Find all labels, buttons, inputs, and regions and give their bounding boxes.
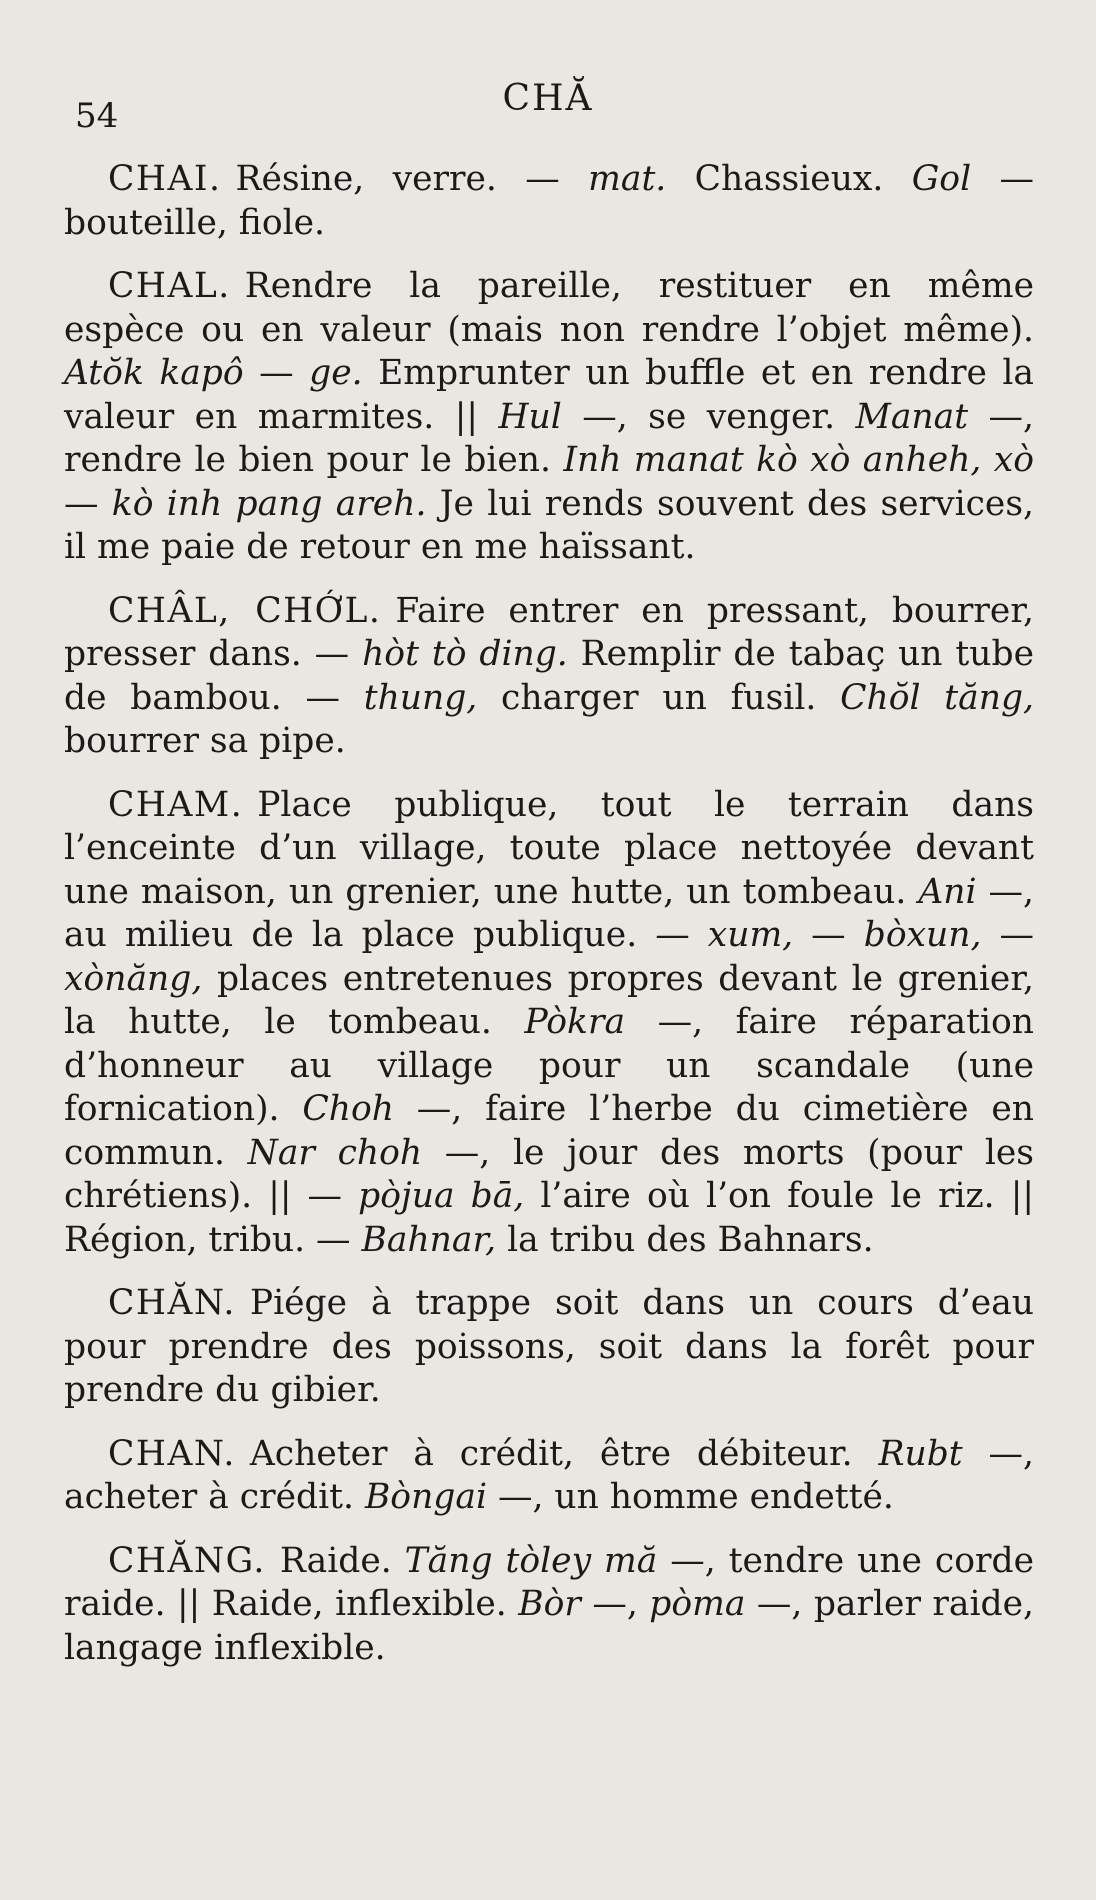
entry-text: —	[64, 483, 112, 524]
entry-headword: CHAI.	[108, 159, 222, 199]
entry-italic-term: Atŏk kapô	[64, 353, 244, 393]
entry-headword: CHĂNG.	[108, 1540, 266, 1581]
entry-italic-term: Tăng tòley mă	[404, 1540, 658, 1581]
entry-headword: CHAM.	[108, 784, 244, 825]
entry-text: Acheter à crédit, être débiteur.	[249, 1433, 879, 1474]
page-header	[0, 78, 1096, 136]
entry-text: Je lui rends souvent des services, il me paie de retour en me haïssant.	[64, 483, 1035, 567]
entry-text: Résine, verre. —	[235, 159, 589, 199]
entry-text: —, acheter à crédit.	[64, 1433, 1034, 1517]
entry-text: — bouteille, fiole.	[64, 159, 1034, 243]
entry-text: —, rendre le bien pour le bien.	[64, 396, 1034, 480]
running-head: CHĂ	[502, 78, 594, 119]
entry-italic-term: bòxun,	[863, 915, 982, 955]
entry-headword: CHĂN.	[108, 1283, 236, 1323]
entry-headword: CHÂL, CHỚL.	[108, 590, 382, 631]
entry-italic-term: Rubt	[878, 1433, 963, 1474]
entry-italic-term: Bòr	[518, 1584, 581, 1624]
entry-italic-term: kò inh pang areh.	[111, 483, 427, 524]
entry-italic-term: hòt tò ding.	[362, 634, 568, 674]
entry-headword: CHAL.	[108, 266, 231, 306]
entry-text: —, un homme endetté.	[486, 1477, 894, 1517]
entry-italic-term: Manat	[855, 396, 969, 437]
entry-text: Faire entrer en pressant, bourrer, presser dans. —	[64, 590, 1034, 674]
entry-text: —, au milieu de la place publique. —	[64, 871, 1034, 955]
entry-text: —	[981, 915, 1035, 955]
entry-text: Remplir de tabaç un tube de bambou. —	[64, 634, 1034, 718]
entry-italic-term: Pòkra	[524, 1002, 626, 1042]
dictionary-entry	[64, 158, 1034, 245]
entry-italic-term: xònăng,	[64, 958, 203, 999]
entry-text: —, parler raide, langage inflexible.	[64, 1584, 1034, 1668]
entry-italic-term: thung,	[363, 677, 478, 718]
entry-text: —, faire l’herbe du cimetière en commun.	[64, 1089, 1034, 1173]
entry-text: Rendre la pareille, restituer en même espèce ou en valeur (mais non rendre l’objet même).	[64, 266, 1034, 350]
dictionary-entry	[64, 1282, 1034, 1413]
entry-text: —	[243, 353, 310, 393]
entry-italic-term: Hul	[498, 396, 562, 437]
entry-text: —, faire réparation d’honneur au village pour un scandale (une fornication).	[64, 1002, 1034, 1129]
dictionary-entries	[64, 158, 1034, 1690]
entry-italic-term: xum,	[707, 915, 794, 955]
entry-text: Emprunter un buffle et en rendre la valeur en marmites. ||	[64, 353, 1034, 437]
entry-italic-term: ge.	[309, 353, 363, 393]
entry-italic-term: Choh	[302, 1089, 394, 1129]
entry-text: places entretenues propres devant le grenier, la hutte, le tombeau.	[64, 958, 1034, 1042]
page-number: 54	[75, 96, 119, 136]
entry-text: Chassieux.	[666, 159, 912, 199]
entry-text: l’aire où l’on foule le riz. || Région, tribu. —	[64, 1176, 1034, 1260]
entry-headword: CHAN.	[108, 1433, 236, 1474]
entry-italic-term: Nar choh	[247, 1132, 423, 1173]
entry-italic-term: Inh manat kò xò anheh, xò	[563, 440, 1035, 480]
entry-italic-term: Bòngai	[364, 1477, 487, 1517]
entry-italic-term: Chŏl tăng,	[840, 677, 1034, 718]
entry-text: bourrer sa pipe.	[64, 721, 346, 761]
entry-text: —	[793, 915, 864, 955]
entry-italic-term: mat.	[588, 159, 667, 199]
entry-italic-term: pòma	[649, 1584, 746, 1624]
entry-italic-term: pòjua bā,	[358, 1176, 525, 1216]
entry-text: la tribu des Bahnars.	[496, 1219, 874, 1260]
entry-text: Place publique, tout le terrain dans l’enceinte d’un village, toute place nettoyée devant une maison, un grenier, une hutte, un tombeau.	[64, 784, 1034, 912]
dictionary-entry	[64, 590, 1034, 764]
dictionary-entry	[64, 1433, 1034, 1520]
entry-italic-term: Ani	[918, 871, 977, 912]
dictionary-entry	[64, 1540, 1034, 1671]
entry-text: Piége à trappe soit dans un cours d’eau pour prendre des poissons, soit dans la forêt pour prendre du gibier.	[64, 1283, 1034, 1410]
dictionary-entry	[64, 265, 1034, 570]
entry-italic-term: Gol	[911, 159, 972, 199]
entry-text: —, se venger.	[561, 396, 856, 437]
dictionary-entry	[64, 784, 1034, 1263]
entry-text: Raide.	[279, 1540, 405, 1581]
entry-italic-term: Bahnar,	[361, 1219, 497, 1260]
entry-text: charger un fusil.	[477, 677, 841, 718]
entry-text: —, le jour des morts (pour les chrétiens). || —	[64, 1132, 1034, 1216]
entry-text: —,	[580, 1584, 650, 1624]
entry-text: —, tendre une corde raide. || Raide, inflexible.	[64, 1540, 1034, 1624]
